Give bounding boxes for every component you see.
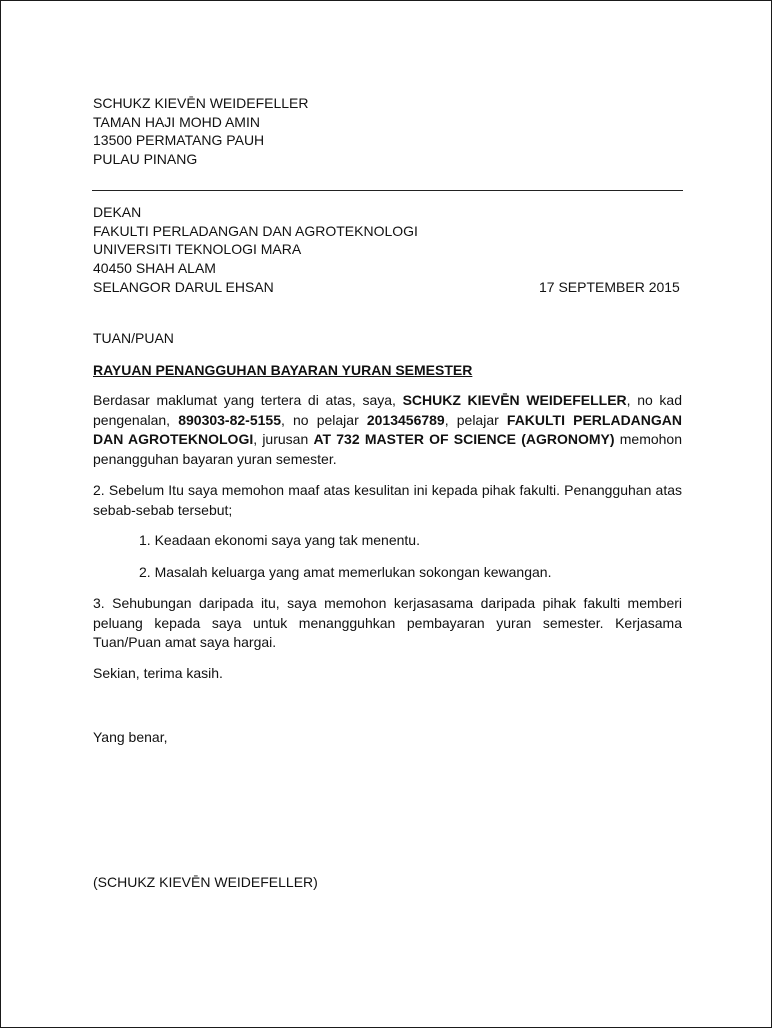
recipient-city: 40450 SHAH ALAM bbox=[93, 260, 216, 277]
reason-item-1: 1. Keadaan ekonomi saya yang tak menentu. bbox=[139, 532, 420, 548]
paragraph-1-text: memohon penangguhan bayaran yuran semester. bbox=[93, 431, 683, 468]
paragraph-1-text: , no kad pengenalan, bbox=[93, 392, 682, 428]
programme-name: AT 732 MASTER OF SCIENCE (AGRONOMY) bbox=[313, 431, 615, 448]
subject-heading: RAYUAN PENANGGUHAN BAYARAN YURAN SEMESTER bbox=[93, 362, 473, 378]
paragraph-1-text: , jurusan bbox=[253, 431, 314, 448]
letter-date: 17 SEPTEMBER 2015 bbox=[539, 279, 680, 295]
regards-line: Yang benar, bbox=[93, 729, 168, 745]
recipient-university: UNIVERSITI TEKNOLOGI MARA bbox=[93, 241, 302, 258]
recipient-title: DEKAN bbox=[93, 204, 142, 220]
paragraph-1-text: Berdasar maklumat yang tertera di atas, saya, bbox=[93, 392, 403, 408]
ic-number: 890303-82-5155 bbox=[178, 411, 281, 428]
paragraph-1 bbox=[93, 391, 682, 470]
sender-address-line-1: TAMAN HAJI MOHD AMIN bbox=[93, 113, 260, 130]
recipient-faculty: FAKULTI PERLADANGAN DAN AGROTEKNOLOGI bbox=[93, 222, 418, 239]
applicant-name: SCHUKZ KIEVĒN WEIDEFELLER bbox=[402, 392, 627, 408]
sender-address-line-3: PULAU PINANG bbox=[93, 151, 198, 168]
faculty-name: FAKULTI PERLADANGAN DAN AGROTEKNOLOGI bbox=[93, 411, 683, 448]
salutation: TUAN/PUAN bbox=[93, 330, 174, 346]
signature-name: (SCHUKZ KIEVĒN WEIDEFELLER) bbox=[93, 874, 318, 890]
reason-item-2: 2. Masalah keluarga yang amat memerlukan sokongan kewangan. bbox=[139, 564, 552, 580]
paragraph-1-text: , pelajar bbox=[444, 411, 507, 428]
closing-line: Sekian, terima kasih. bbox=[93, 665, 223, 681]
paragraph-1-text: , no pelajar bbox=[280, 411, 367, 428]
student-number: 2013456789 bbox=[366, 411, 445, 428]
paragraph-2: 2. Sebelum Itu saya memohon maaf atas kesulitan ini kepada pihak fakulti. Penangguhan atas sebab-sebab tersebut; bbox=[93, 482, 682, 518]
sender-name: SCHUKZ KIEVĒN WEIDEFELLER bbox=[93, 95, 309, 111]
sender-address-block bbox=[93, 94, 309, 169]
recipient-state: SELANGOR DARUL EHSAN bbox=[93, 278, 274, 295]
header-divider bbox=[92, 190, 683, 191]
recipient-address-block bbox=[93, 203, 418, 297]
sender-address-line-2: 13500 PERMATANG PAUH bbox=[93, 132, 265, 149]
paragraph-3: 3. Sehubungan daripada itu, saya memohon kerjasasama daripada pihak fakulti memberi peluang kepada saya untuk menangguhkan pembayaran yuran semester. Kerjasama Tuan/Puan amat saya hargai. bbox=[93, 595, 682, 651]
